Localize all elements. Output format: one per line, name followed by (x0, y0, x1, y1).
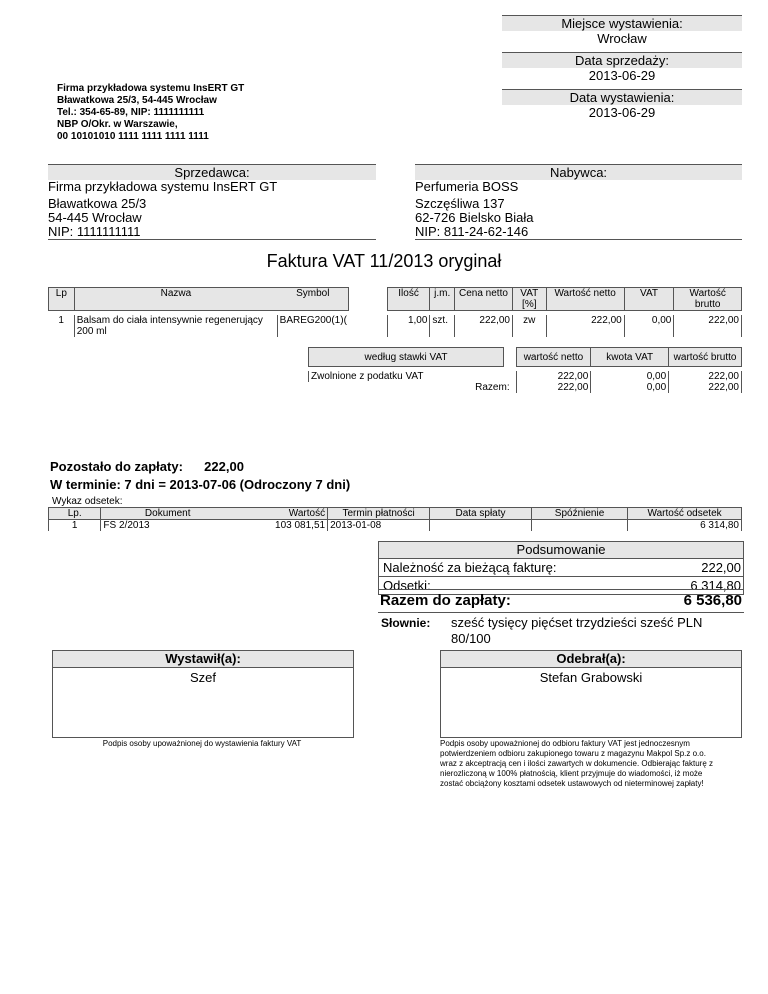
interest-table (48, 507, 742, 531)
item-lp: 1 (58, 314, 64, 326)
company-line: Bławatkowa 25/3, 54-445 Wrocław (57, 95, 217, 106)
int-header-value: Wartość (234, 508, 328, 520)
col-header-gross-value: Wartość brutto (674, 288, 742, 311)
interest-header-row (49, 508, 742, 520)
summary-total-value: 6 536,80 (683, 592, 742, 609)
col-header-net-value: Wartość netto (546, 288, 624, 311)
company-line: Tel.: 354-65-89, NIP: 1111111111 (57, 107, 205, 118)
col-header-symbol: Symbol (277, 288, 349, 311)
received-by-box (440, 650, 742, 738)
seller-nip: NIP: 1111111111 (48, 225, 376, 240)
issue-info-block (502, 15, 742, 120)
vat-row-vat: 0,00 (591, 371, 669, 382)
buyer-name: Perfumeria BOSS (415, 179, 519, 194)
item-vat-pct: zw (512, 315, 546, 337)
summary-total-row (378, 589, 744, 613)
int-header-due: Termin płatności (328, 508, 430, 520)
seller-city: 54-445 Wrocław (48, 210, 142, 225)
issued-by-label: Wystawił(a): (53, 651, 353, 668)
seller-street: Bławatkowa 25/3 (48, 196, 147, 211)
item-vat: 0,00 (624, 315, 674, 337)
buyer-street: Szczęśliwa 137 (415, 196, 505, 211)
summary-header: Podsumowanie (379, 542, 743, 559)
company-line: 00 10101010 1111 1111 1111 1111 (57, 131, 209, 142)
int-row-interest: 6 314,80 (628, 520, 742, 532)
int-header-lp: Lp. (49, 508, 101, 520)
issued-by-box (52, 650, 354, 738)
int-row-delay (531, 520, 627, 532)
vat-row-net: 222,00 (516, 371, 591, 382)
int-header-delay: Spóźnienie (531, 508, 627, 520)
vat-header-gross: wartość brutto (669, 348, 742, 367)
received-by-name: Stefan Grabowski (539, 670, 643, 685)
vat-total-label: Razem: (475, 381, 510, 393)
sale-date-value: 2013-06-29 (588, 68, 656, 83)
vat-header-net: wartość netto (516, 348, 591, 367)
amount-in-words: sześć tysięcy pięćset trzydzieści sześć PLN 80/100 (451, 615, 703, 646)
item-net-value: 222,00 (546, 315, 624, 337)
summary-interest-label: Odsetki: (383, 578, 431, 593)
interest-caption: Wykaz odsetek: (52, 496, 123, 507)
company-line: Firma przykładowa systemu InsERT GT (57, 83, 245, 94)
col-header-name: Nazwa (74, 288, 277, 311)
int-row-due: 2013-01-08 (328, 520, 430, 532)
received-by-caption: Podpis osoby upoważnionej do odbioru faktury VAT jest jednoczesnym potwierdzeniem odbioru zakupionego towaru z magazynu Makpol Sp.z o.o. wraz z akceptracją cen i ilości zawartych w dokumencie. Odbierając fakturę z nierozliczoną w 100% płatnością, klient przyjmuje do wiadomości, iż może zostać obciążony kosztami odsetek ustawowych od nieterminowej zapłaty! (440, 739, 713, 788)
vat-total-gross: 222,00 (669, 382, 742, 393)
vat-header-vat: kwota VAT (591, 348, 669, 367)
issued-by-caption: Podpis osoby upoważnionej do wystawienia faktury VAT (102, 739, 302, 748)
vat-row-gross: 222,00 (669, 371, 742, 382)
summary-current-row (379, 559, 743, 577)
item-gross-value: 222,00 (674, 315, 742, 337)
issue-place-value: Wrocław (597, 31, 647, 46)
vat-header-rate: według stawki VAT (309, 348, 504, 367)
vat-header-row (309, 348, 742, 367)
sale-date-label: Data sprzedaży: (502, 52, 742, 68)
issue-place-label: Miejsce wystawienia: (502, 15, 742, 31)
item-qty: 1,00 (387, 315, 430, 337)
received-by-label: Odebrał(a): (441, 651, 741, 668)
summary-interest-value: 6 314,80 (690, 578, 741, 593)
words-label: Słownie: (381, 616, 431, 630)
int-row-doc: FS 2/2013 (101, 520, 234, 532)
vat-row-rate: Zwolnione z podatku VAT (309, 371, 517, 382)
table-row (309, 371, 742, 382)
table-row (49, 520, 742, 532)
payment-term: W terminie: 7 dni = 2013-07-06 (Odroczony 7 dni) (50, 477, 351, 492)
int-row-lp: 1 (49, 520, 101, 532)
company-line: NBP O/Okr. w Warszawie, (57, 119, 178, 130)
vat-total-net: 222,00 (516, 382, 591, 393)
col-header-qty: Ilość (387, 288, 430, 311)
item-unit: szt. (430, 315, 455, 337)
items-header-row (49, 288, 742, 311)
remaining-payment (50, 459, 244, 474)
int-row-value: 103 081,51 (275, 520, 326, 531)
col-header-vat: VAT (624, 288, 674, 311)
issue-date-value: 2013-06-29 (588, 105, 656, 120)
col-header-unit: j.m. (430, 288, 455, 311)
remaining-value: 222,00 (204, 459, 244, 474)
col-header-lp: Lp (49, 288, 75, 311)
seller-block (48, 164, 376, 240)
buyer-nip: NIP: 811-24-62-146 (415, 225, 742, 240)
item-symbol: BAREG200(1)( (277, 315, 387, 337)
summary-total-label: Razem do zapłaty: (380, 592, 511, 609)
table-row (309, 382, 742, 393)
summary-box (378, 541, 744, 595)
vat-total-vat: 0,00 (591, 382, 669, 393)
int-header-paid: Data spłaty (430, 508, 532, 520)
col-header-net-price: Cena netto (454, 288, 512, 311)
company-header (57, 83, 357, 143)
summary-current-value: 222,00 (701, 560, 741, 575)
buyer-label: Nabywca: (415, 164, 742, 180)
buyer-block (415, 164, 742, 240)
invoice-title: Faktura VAT 11/2013 oryginał (266, 251, 502, 271)
int-row-paid (430, 520, 532, 532)
buyer-city: 62-726 Bielsko Biała (415, 210, 534, 225)
item-name: Balsam do ciała intensywnie regenerujący 200 ml (74, 315, 277, 337)
int-header-interest: Wartość odsetek (628, 508, 742, 520)
table-row (49, 315, 742, 337)
seller-name: Firma przykładowa systemu InsERT GT (48, 179, 278, 194)
issue-date-label: Data wystawienia: (502, 89, 742, 105)
vat-summary-table (308, 347, 742, 393)
item-net-price: 222,00 (454, 315, 512, 337)
col-header-vat-pct: VAT [%] (512, 288, 546, 311)
summary-current-label: Należność za bieżącą fakturę: (383, 560, 557, 575)
seller-label: Sprzedawca: (48, 164, 376, 180)
remaining-label: Pozostało do zapłaty: (50, 459, 183, 474)
int-header-doc: Dokument (101, 508, 234, 520)
issued-by-name: Szef (189, 670, 216, 685)
items-table (48, 287, 742, 337)
